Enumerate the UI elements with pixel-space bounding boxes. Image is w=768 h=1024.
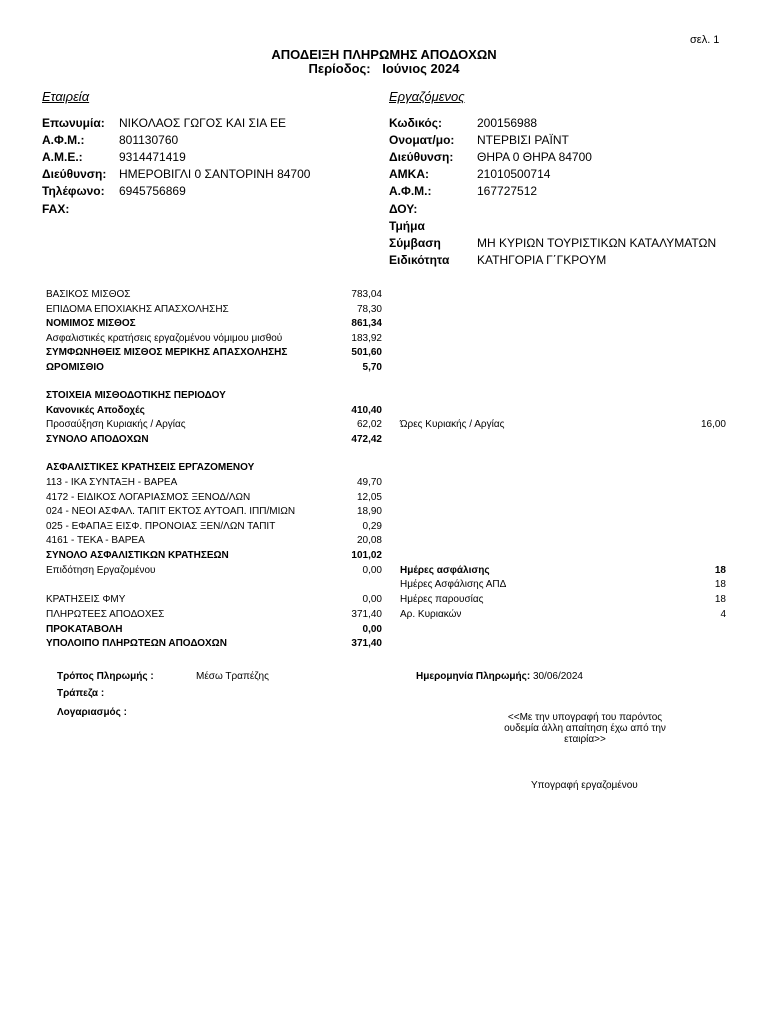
line-value: 861,34 (351, 318, 382, 329)
line-value: 49,70 (356, 477, 382, 488)
stat-label: Ώρες Κυριακής / Αργίας (400, 419, 505, 430)
line-value: 501,60 (351, 347, 382, 358)
declaration-line: <<Με την υπογραφή του παρόντος (507, 712, 663, 723)
line-label: ΕΠΙΔΟΜΑ ΕΠΟΧΙΑΚΗΣ ΑΠΑΣΧΟΛΗΣΗΣ (46, 304, 229, 315)
employee-afm-label: Α.Φ.Μ.: (389, 184, 432, 198)
stat-label: Ημέρες Ασφάλισης ΑΠΔ (400, 579, 507, 590)
employee-name-label: Ονοματ/μο: (389, 133, 455, 147)
bank-label: Τράπεζα : (57, 688, 105, 699)
line-label: Ασφαλιστικές κρατήσεις εργαζομένου νόμιμου μισθού (46, 333, 283, 344)
line-value: 101,02 (351, 550, 382, 561)
line-value: 18,90 (356, 506, 382, 517)
line-label: ΣΥΝΟΛΟ ΑΣΦΑΛΙΣΤΙΚΩΝ ΚΡΑΤΗΣΕΩΝ (46, 550, 229, 561)
line-label: 4161 - ΤΕΚΑ - ΒΑΡΕΑ (46, 535, 145, 546)
employee-address-label: Διεύθυνση: (389, 150, 454, 164)
stat-value: 18 (714, 579, 726, 590)
line-value: 183,92 (351, 333, 382, 344)
payment-date-label: Ημερομηνία Πληρωμής: (416, 671, 531, 682)
stat-value: 4 (720, 609, 726, 620)
company-name-value: ΝΙΚΟΛΑΟΣ ΓΩΓΟΣ ΚΑΙ ΣΙΑ ΕΕ (119, 116, 286, 130)
line-label: ΒΑΣΙΚΟΣ ΜΙΣΘΟΣ (46, 289, 131, 300)
employee-doy-label: ΔΟΥ: (389, 202, 418, 216)
employee-amka-label: ΑΜΚΑ: (389, 167, 429, 181)
document-title: ΑΠΟΔΕΙΞΗ ΠΛΗΡΩΜΗΣ ΑΠΟΔΟΧΩΝ (271, 47, 497, 62)
line-value: 0,00 (362, 624, 382, 635)
employee-amka-value: 21010500714 (477, 167, 551, 181)
line-label: ΣΥΝΟΛΟ ΑΠΟΔΟΧΩΝ (46, 434, 149, 445)
line-label: 113 - ΙΚΑ ΣΥΝΤΑΞΗ - ΒΑΡΕΑ (46, 477, 178, 488)
employee-code-label: Κωδικός: (389, 116, 442, 130)
company-ame-value: 9314471419 (119, 150, 186, 164)
payment-date-value: 30/06/2024 (532, 671, 583, 682)
employee-code-value: 200156988 (477, 116, 538, 130)
line-label: 024 - ΝΕΟΙ ΑΣΦΑΛ. ΤΑΠΙΤ ΕΚΤΟΣ ΑΥΤΟΑΠ. ΙΠΠ/ΜΙΩΝ (46, 506, 296, 517)
company-fax-label: FAX: (42, 202, 70, 216)
declaration-line: ουδεμία άλλη απαίτηση έχω από την (504, 723, 666, 734)
stat-value: 16,00 (700, 419, 726, 430)
signature-label: Υπογραφή εργαζομένου (531, 780, 638, 791)
line-label: ΑΣΦΑΛΙΣΤΙΚΕΣ ΚΡΑΤΗΣΕΙΣ ΕΡΓΑΖΟΜΕΝΟΥ (46, 462, 255, 473)
line-label: ΝΟΜΙΜΟΣ ΜΙΣΘΟΣ (46, 318, 136, 329)
company-afm-label: Α.Φ.Μ.: (42, 133, 85, 147)
company-address-value: ΗΜΕΡΟΒΙΓΛΙ 0 ΣΑΝΤΟΡΙΝΗ 84700 (119, 167, 311, 181)
stat-value: 18 (714, 565, 726, 576)
line-value: 0,00 (362, 565, 382, 576)
line-label: ΥΠΟΛΟΙΠΟ ΠΛΗΡΩΤΕΩΝ ΑΠΟΔΟΧΩΝ (46, 638, 227, 649)
line-value: 0,29 (362, 521, 382, 532)
line-value: 371,40 (351, 638, 382, 649)
line-value: 371,40 (351, 609, 382, 620)
line-label: ΣΤΟΙΧΕΙΑ ΜΙΣΘΟΔΟΤΙΚΗΣ ΠΕΡΙΟΔΟΥ (46, 390, 226, 401)
line-label: Κανονικές Αποδοχές (46, 405, 145, 416)
employee-specialty-label: Ειδικότητα (389, 253, 450, 267)
line-value: 0,00 (362, 594, 382, 605)
line-value: 62,02 (356, 419, 382, 430)
company-address-label: Διεύθυνση: (42, 167, 107, 181)
line-value: 410,40 (351, 405, 382, 416)
period-label: Περίοδος: (308, 61, 371, 76)
company-name-label: Επωνυμία: (42, 116, 105, 130)
declaration-text (480, 712, 690, 745)
employee-heading: Εργαζόμενος (389, 89, 465, 104)
stat-value: 18 (714, 594, 726, 605)
line-label: 4172 - ΕΙΔΙΚΟΣ ΛΟΓΑΡΙΑΣΜΟΣ ΞΕΝΟΔ/ΛΩΝ (46, 492, 251, 503)
line-label: Προσαύξηση Κυριακής / Αργίας (46, 419, 186, 430)
line-value: 78,30 (356, 304, 382, 315)
line-label: ΠΛΗΡΩΤΕΕΣ ΑΠΟΔΟΧΕΣ (46, 609, 165, 620)
payment-date (416, 671, 583, 682)
payment-method-label: Τρόπος Πληρωμής : (57, 671, 154, 682)
company-phone-label: Τηλέφωνο: (42, 184, 105, 198)
payment-method-value: Μέσω Τραπέζης (196, 671, 269, 682)
employee-contract-value: ΜΗ ΚΥΡΙΩΝ ΤΟΥΡΙΣΤΙΚΩΝ ΚΑΤΑΛΥΜΑΤΩΝ (477, 236, 717, 250)
stat-label: Ημέρες παρουσίας (400, 594, 484, 605)
company-heading: Εταιρεία (42, 89, 90, 104)
employee-contract-label: Σύμβαση (389, 236, 441, 250)
employee-afm-value: 167727512 (477, 184, 538, 198)
stat-label: Ημέρες ασφάλισης (400, 565, 490, 576)
period (0, 61, 768, 76)
line-value: 20,08 (356, 535, 382, 546)
employee-address-value: ΘΗΡΑ 0 ΘΗΡΑ 84700 (477, 150, 592, 164)
declaration-line: εταιρία>> (564, 734, 606, 745)
account-label: Λογαριασμός : (57, 707, 127, 718)
employee-specialty-value: ΚΑΤΗΓΟΡΙΑ Γ΄ΓΚΡΟΥΜ (477, 253, 607, 267)
employee-department-label: Τμήμα (389, 219, 425, 233)
company-phone-value: 6945756869 (119, 184, 186, 198)
line-label: ΚΡΑΤΗΣΕΙΣ ΦΜΥ (46, 594, 126, 605)
line-label: 025 - ΕΦΑΠΑΞ ΕΙΣΦ. ΠΡΟΝΟΙΑΣ ΞΕΝ/ΛΩΝ ΤΑΠΙΤ (46, 521, 276, 532)
line-label: ΣΥΜΦΩΝΗΘΕΙΣ ΜΙΣΘΟΣ ΜΕΡΙΚΗΣ ΑΠΑΣΧΟΛΗΣΗΣ (46, 347, 288, 358)
page-number: σελ. 1 (690, 34, 720, 46)
company-afm-value: 801130760 (119, 133, 179, 147)
line-value: 783,04 (351, 289, 382, 300)
line-label: Επιδότηση Εργαζομένου (46, 565, 156, 576)
period-value: Ιούνιος 2024 (382, 61, 460, 76)
line-label: ΩΡΟΜΙΣΘΙΟ (46, 362, 104, 373)
line-value: 12,05 (356, 492, 382, 503)
line-value: 5,70 (362, 362, 382, 373)
line-value: 472,42 (351, 434, 382, 445)
company-ame-label: Α.Μ.Ε.: (42, 150, 83, 164)
employee-name-value: ΝΤΕΡΒΙΣΙ ΡΑΪΝΤ (477, 133, 569, 147)
stat-label: Αρ. Κυριακών (400, 609, 462, 620)
line-label: ΠΡΟΚΑΤΑΒΟΛΗ (46, 624, 123, 635)
